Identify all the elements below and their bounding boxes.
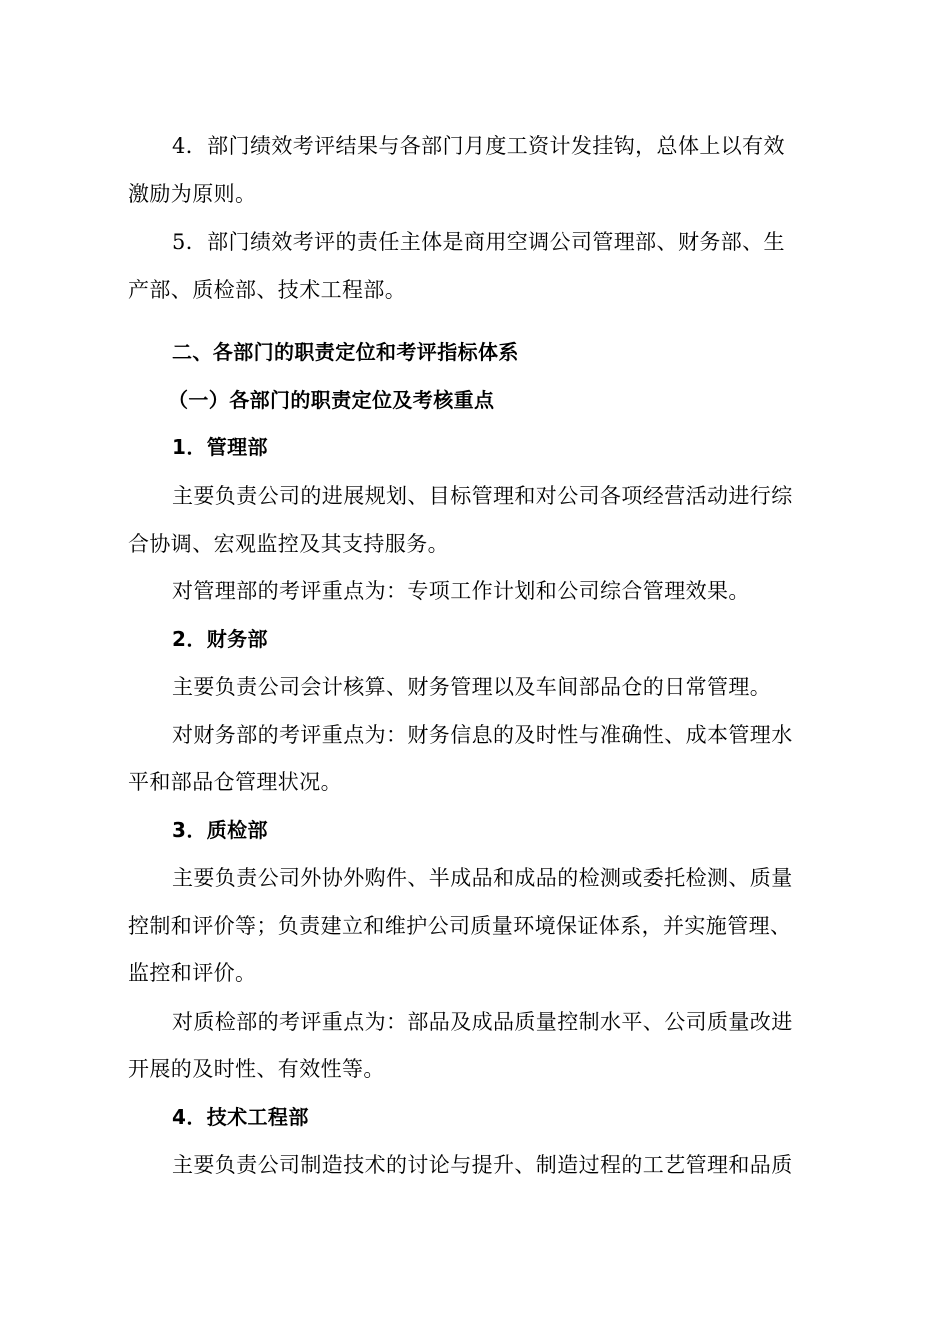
heading-qc-dept: 3．质检部 xyxy=(172,818,268,842)
heading-finance-dept: 2．财务部 xyxy=(172,627,268,651)
qc-duties-line-3: 监控和评价。 xyxy=(128,961,257,985)
qc-duties-line-1: 主要负责公司外协外购件、半成品和成品的检测或委托检测、质量 xyxy=(172,866,793,890)
paragraph-item-4-line-1: 4．部门绩效考评结果与各部门月度工资计发挂钩，总体上以有效 xyxy=(172,134,785,158)
paragraph-item-4-line-2: 激励为原则。 xyxy=(128,182,257,206)
heading-tech-eng-dept: 4．技术工程部 xyxy=(172,1105,309,1129)
qc-focus-line-2: 开展的及时性、有效性等。 xyxy=(128,1057,385,1081)
heading-management-dept: 1．管理部 xyxy=(172,435,268,459)
tech-eng-duties-line-1: 主要负责公司制造技术的讨论与提升、制造过程的工艺管理和品质 xyxy=(172,1153,793,1177)
management-duties-line-1: 主要负责公司的进展规划、目标管理和对公司各项经营活动进行综 xyxy=(172,484,793,508)
paragraph-item-5-line-2: 产部、质检部、技术工程部。 xyxy=(128,278,407,302)
paragraph-item-5-line-1: 5．部门绩效考评的责任主体是商用空调公司管理部、财务部、生 xyxy=(172,230,785,254)
qc-focus-line-1: 对质检部的考评重点为：部品及成品质量控制水平、公司质量改进 xyxy=(172,1010,793,1034)
subsection-heading-1: （一）各部门的职责定位及考核重点 xyxy=(168,388,495,412)
management-duties-line-2: 合协调、宏观监控及其支持服务。 xyxy=(128,532,449,556)
finance-focus-line-1: 对财务部的考评重点为：财务信息的及时性与准确性、成本管理水 xyxy=(172,723,793,747)
qc-duties-line-2: 控制和评价等；负责建立和维护公司质量环境保证体系，并实施管理、 xyxy=(128,914,792,938)
management-focus: 对管理部的考评重点为：专项工作计划和公司综合管理效果。 xyxy=(172,579,750,603)
finance-focus-line-2: 平和部品仓管理状况。 xyxy=(128,770,342,794)
finance-duties: 主要负责公司会计核算、财务管理以及车间部品仓的日常管理。 xyxy=(172,675,772,699)
section-heading-2: 二、各部门的职责定位和考评指标体系 xyxy=(172,340,519,364)
